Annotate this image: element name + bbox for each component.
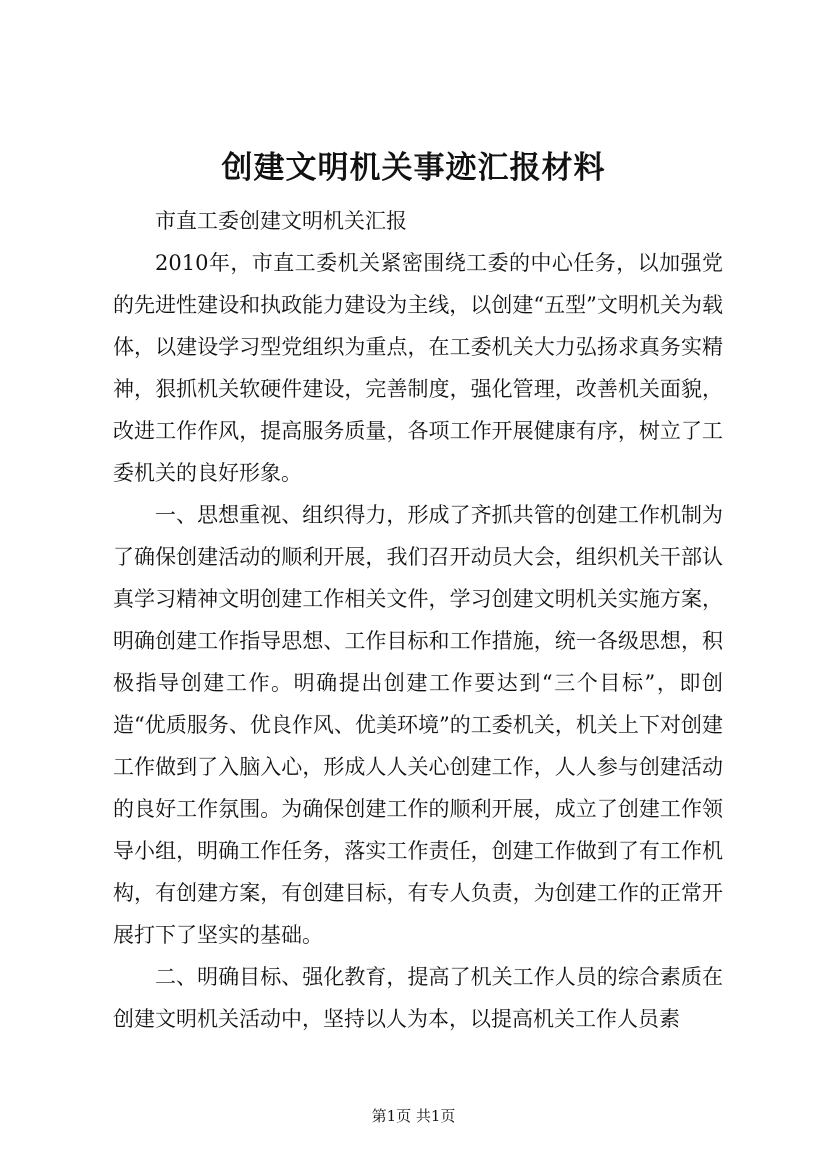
paragraph-section-two: 二、明确目标、强化教育，提高了机关工作人员的综合素质在创建文明机关活动中，坚持以人为本，以提高机关工作人员素 — [113, 965, 723, 1031]
paragraph-section-one: 一、思想重视、组织得力，形成了齐抓共管的创建工作机制为了确保创建活动的顺利开展，我们召开动员大会，组织机关干部认真学习精神文明创建工作相关文件，学习创建文明机关实施方案，明确创建工作指导思想、工作目标和工作措施，统一各级思想，积极指导创建工作。明确提出创建工作要达到“三个目标”，即创造“优质服务、优良作风、优美环境”的工委机关，机关上下对创建工作做到了入脑入心，形成人人关心创建工作，人人参与创建活动的良好工作氛围。为确保创建工作的顺利开展，成立了创建工作领导小组，明确工作任务，落实工作责任，创建工作做到了有工作机构，有创建方案，有创建目标，有专人负责，为创建工作的正常开展打下了坚实的基础。 — [113, 503, 723, 947]
paragraph-intro: 2010年，市直工委机关紧密围绕工委的中心任务，以加强党的先进性建设和执政能力建设为主线，以创建“五型”文明机关为载体，以建设学习型党组织为重点，在工委机关大力弘扬求真务实精神，狠抓机关软硬件建设，完善制度，强化管理，改善机关面貌，改进工作作风，提高服务质量，各项工作开展健康有序，树立了工委机关的良好形象。 — [113, 251, 723, 485]
page-number-footer: 第1页 共1页 — [371, 1107, 456, 1125]
document-title: 创建文明机关事迹汇报材料 — [221, 150, 606, 186]
document-subtitle: 市直工委创建文明机关汇报 — [155, 209, 407, 233]
document-body — [113, 200, 723, 1040]
